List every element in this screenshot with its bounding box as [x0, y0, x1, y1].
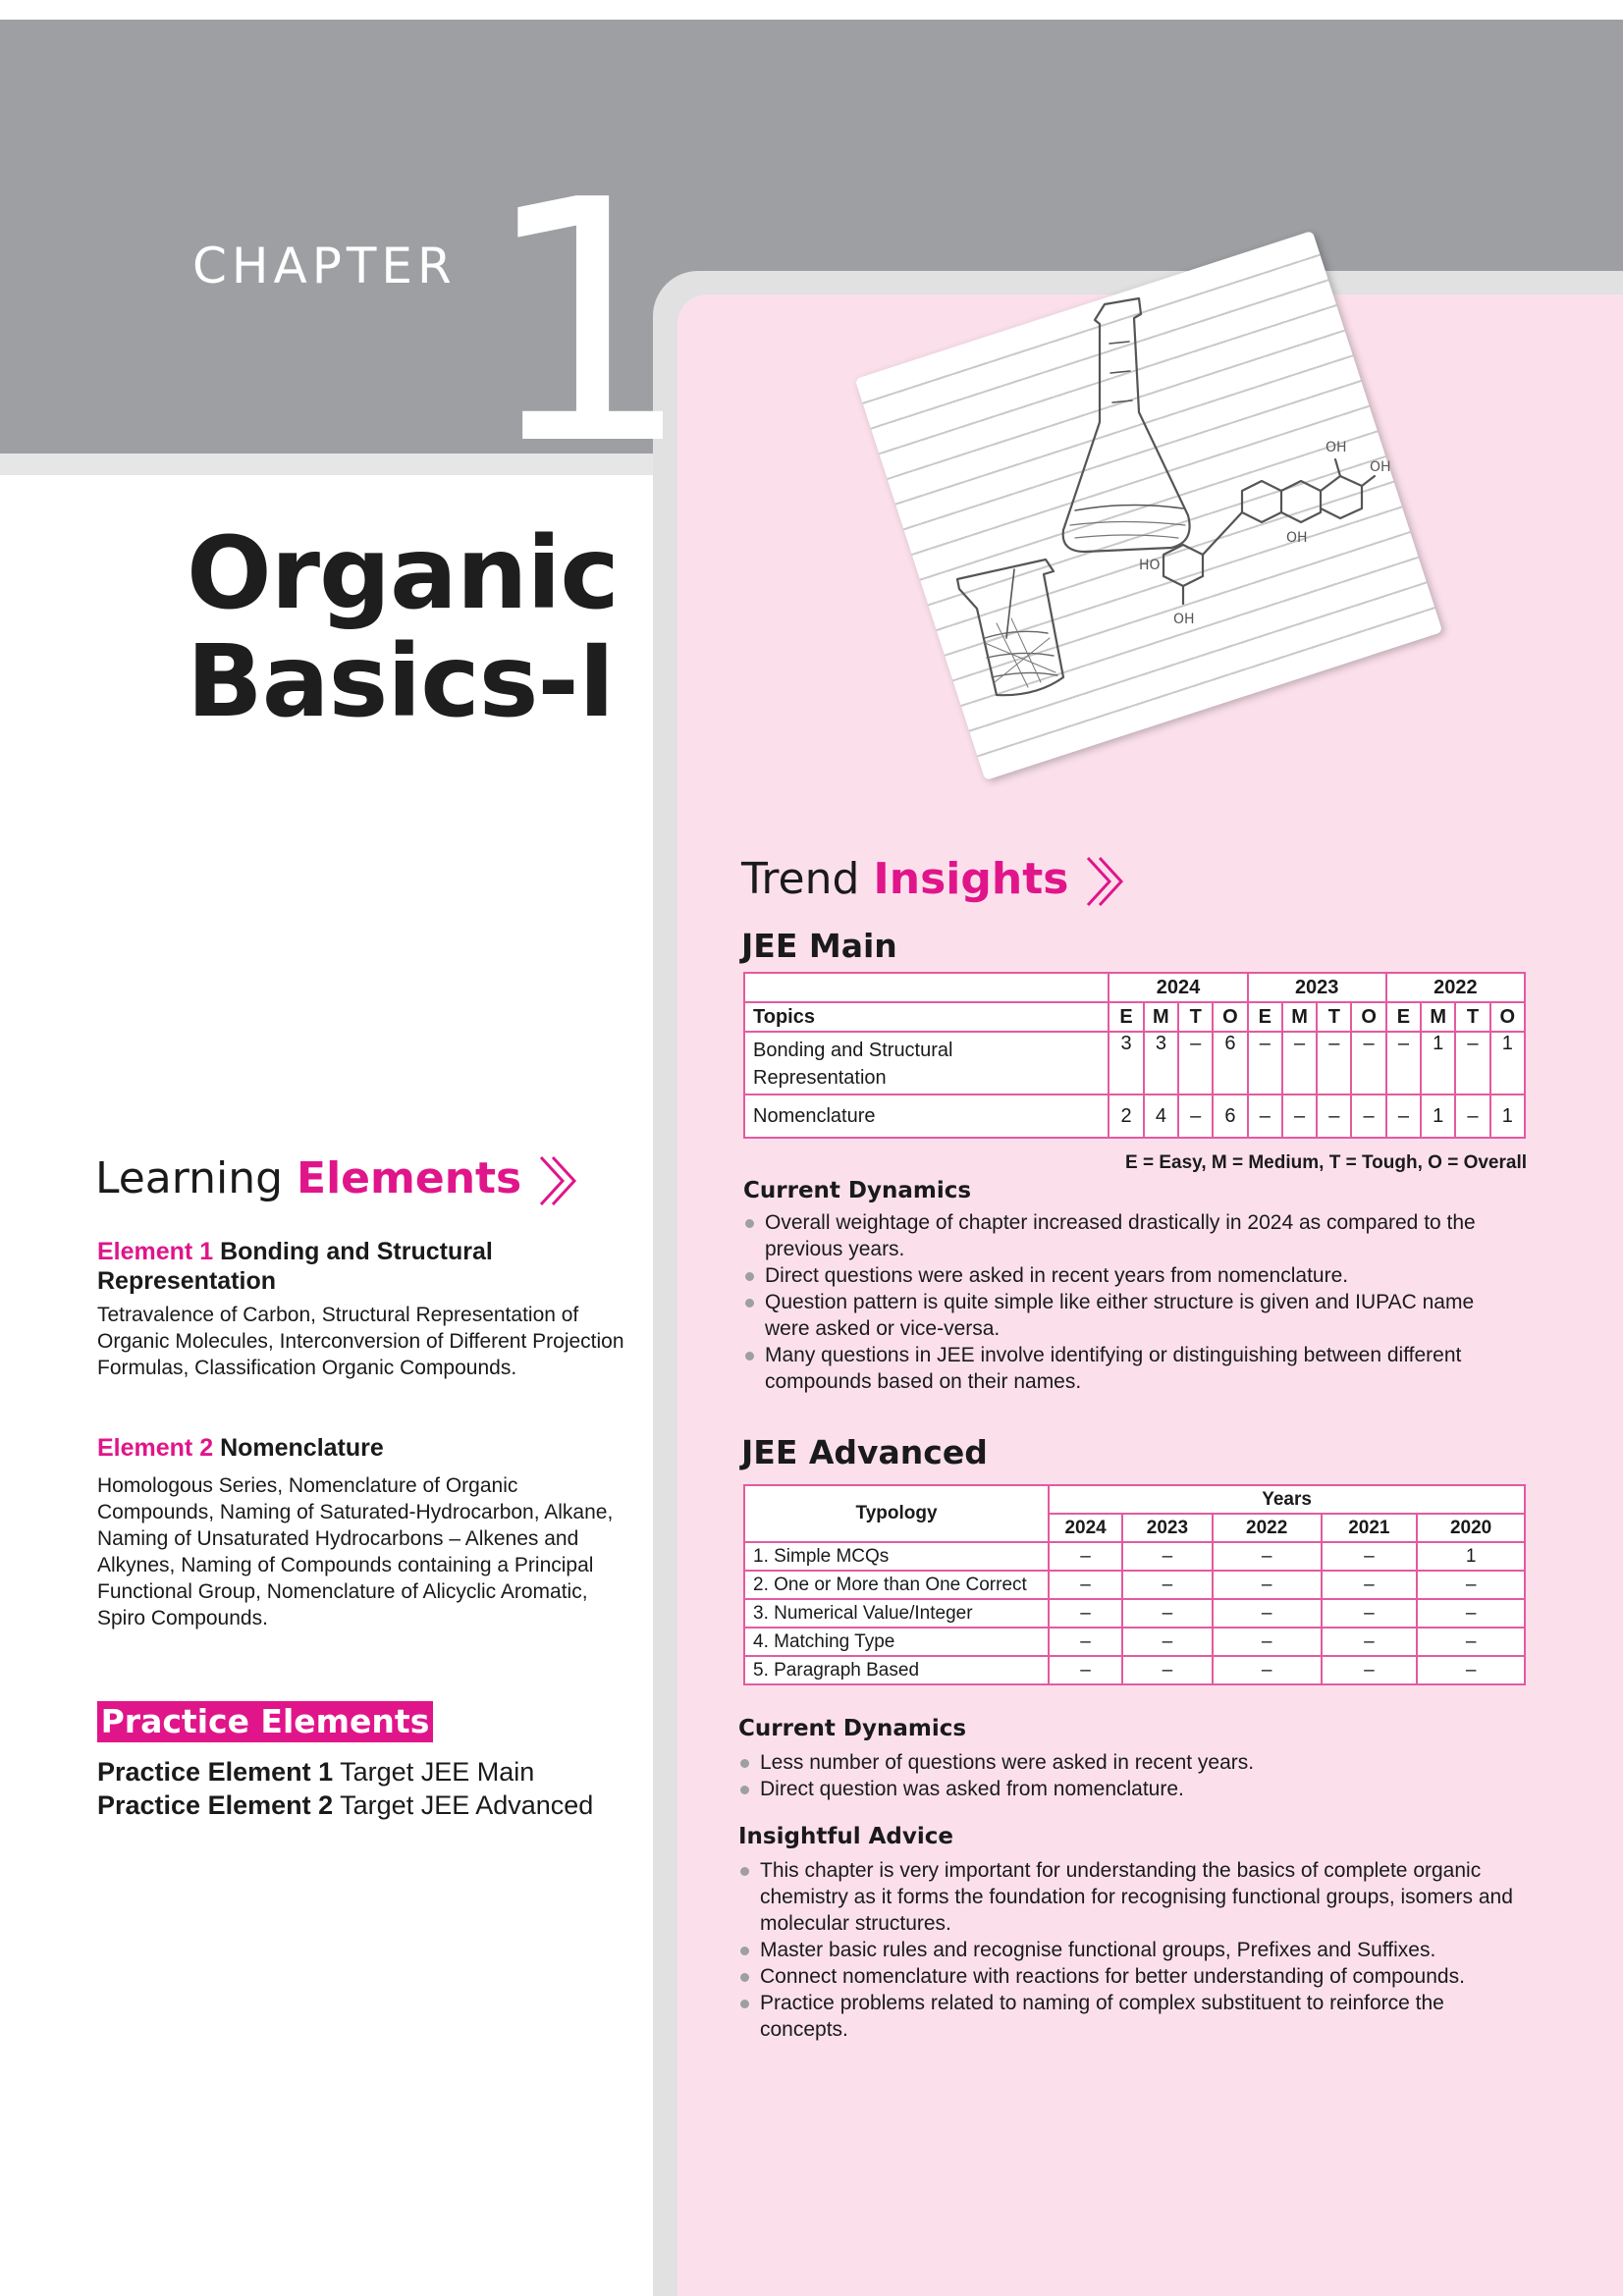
difficulty-header: T: [1178, 1002, 1213, 1032]
value-cell: –: [1049, 1599, 1122, 1628]
practice-element-2: [97, 1789, 593, 1822]
value-cell: –: [1282, 1032, 1317, 1095]
list-item: Question pattern is quite simple like either structure is given and IUPAC name were asked or vice-versa.: [743, 1289, 1519, 1342]
chapter-number: 1: [481, 130, 694, 518]
list-item: Connect nomenclature with reactions for better understanding of compounds.: [738, 1963, 1524, 1990]
list-item: Direct questions were asked in recent years from nomenclature.: [743, 1262, 1519, 1289]
learning-heading-highlight: Elements: [297, 1153, 522, 1203]
year-header: 2021: [1322, 1514, 1418, 1542]
value-cell: –: [1049, 1656, 1122, 1684]
value-cell: –: [1322, 1599, 1418, 1628]
table-row: [744, 1542, 1525, 1571]
topic-cell: Bonding and Structural Representation: [744, 1032, 1109, 1095]
typology-cell: 1. Simple MCQs: [744, 1542, 1049, 1571]
insightful-advice-heading: Insightful Advice: [738, 1824, 953, 1849]
insightful-advice-list: [738, 1857, 1524, 2043]
year-header: 2024: [1049, 1514, 1122, 1542]
year-header: 2023: [1122, 1514, 1213, 1542]
value-cell: 1: [1421, 1095, 1455, 1138]
adv-current-dynamics-heading: Current Dynamics: [738, 1716, 967, 1741]
learning-element-2: [97, 1433, 627, 1631]
table-row: [744, 1095, 1525, 1138]
element-tag: Element 1: [97, 1238, 214, 1265]
years-header: Years: [1049, 1485, 1525, 1514]
list-item: Less number of questions were asked in recent years.: [738, 1749, 1524, 1776]
year-header: 2024: [1109, 973, 1247, 1002]
topic-cell: Nomenclature: [744, 1095, 1109, 1138]
chapter-title-line2: Basics-I: [187, 623, 615, 740]
difficulty-header: T: [1455, 1002, 1489, 1032]
table-row: [744, 1571, 1525, 1599]
element-body: Homologous Series, Nomenclature of Organic Compounds, Naming of Saturated-Hydrocarbon, Alkane, Naming of Unsaturated Hydrocarbons – Alkenes and Alkynes, Naming of Compounds containing a Principal Functional Group, Nomenclature of Alicyclic Aromatic, Spiro Compounds.: [97, 1474, 614, 1629]
topics-header: Topics: [744, 1002, 1109, 1032]
chevron-right-icon: [1082, 855, 1127, 908]
value-cell: –: [1282, 1095, 1317, 1138]
value-cell: –: [1417, 1571, 1525, 1599]
practice-tag: Practice Element 1: [97, 1757, 334, 1787]
table-row: [744, 1628, 1525, 1656]
value-cell: –: [1213, 1628, 1322, 1656]
value-cell: –: [1351, 1032, 1385, 1095]
value-cell: –: [1178, 1032, 1213, 1095]
year-header: 2022: [1213, 1514, 1322, 1542]
element-title: Nomenclature: [220, 1434, 384, 1462]
value-cell: 2: [1109, 1095, 1143, 1138]
molecule-label-ho: HO: [1139, 558, 1161, 573]
value-cell: 1: [1417, 1542, 1525, 1571]
trend-heading-plain: Trend: [741, 854, 860, 904]
value-cell: 1: [1421, 1032, 1455, 1095]
value-cell: –: [1122, 1542, 1213, 1571]
learning-heading-plain: Learning: [95, 1153, 284, 1203]
chapter-title-line1: Organic: [187, 515, 619, 632]
jee-main-heading: JEE Main: [741, 927, 897, 965]
value-cell: –: [1322, 1628, 1418, 1656]
learning-element-1: [97, 1237, 627, 1381]
value-cell: 6: [1213, 1032, 1247, 1095]
molecule-label-oh-3: OH: [1173, 612, 1195, 627]
table-row: [744, 1032, 1525, 1095]
table-row: [744, 1656, 1525, 1684]
value-cell: –: [1178, 1095, 1213, 1138]
value-cell: –: [1049, 1542, 1122, 1571]
jee-main-table: [743, 972, 1526, 1139]
value-cell: –: [1386, 1095, 1421, 1138]
value-cell: –: [1248, 1095, 1282, 1138]
element-tag: Element 2: [97, 1434, 214, 1462]
difficulty-header: O: [1213, 1002, 1247, 1032]
table-row: [744, 973, 1525, 1002]
value-cell: –: [1417, 1628, 1525, 1656]
value-cell: –: [1351, 1095, 1385, 1138]
value-cell: –: [1455, 1095, 1489, 1138]
element-body: Tetravalence of Carbon, Structural Representation of Organic Molecules, Interconversion of Different Projection Formulas, Classification Organic Compounds.: [97, 1304, 624, 1379]
difficulty-header: O: [1490, 1002, 1525, 1032]
value-cell: –: [1322, 1542, 1418, 1571]
difficulty-header: O: [1351, 1002, 1385, 1032]
element-title: Bonding and Structural Representation: [97, 1238, 493, 1295]
difficulty-legend: E = Easy, M = Medium, T = Tough, O = Overall: [1125, 1152, 1527, 1173]
molecule-label-oh-2: OH: [1370, 459, 1391, 475]
practice-element-1: [97, 1755, 534, 1789]
molecule-label-oh-4: OH: [1286, 530, 1308, 546]
value-cell: –: [1213, 1599, 1322, 1628]
typology-header: Typology: [744, 1485, 1049, 1542]
value-cell: 3: [1109, 1032, 1143, 1095]
value-cell: –: [1317, 1095, 1351, 1138]
difficulty-header: T: [1317, 1002, 1351, 1032]
value-cell: –: [1417, 1599, 1525, 1628]
value-cell: –: [1122, 1656, 1213, 1684]
value-cell: –: [1417, 1656, 1525, 1684]
value-cell: –: [1322, 1571, 1418, 1599]
difficulty-header: M: [1421, 1002, 1455, 1032]
practice-title: Target JEE Main: [340, 1757, 535, 1787]
list-item: Overall weightage of chapter increased drastically in 2024 as compared to the previous years.: [743, 1209, 1519, 1262]
list-item: Practice problems related to naming of complex substituent to reinforce the concepts.: [738, 1990, 1524, 2043]
practice-title: Target JEE Advanced: [340, 1790, 594, 1820]
year-header: 2022: [1386, 973, 1525, 1002]
typology-cell: 4. Matching Type: [744, 1628, 1049, 1656]
learning-elements-heading: [95, 1153, 580, 1207]
chevron-right-icon: [535, 1154, 580, 1207]
practice-elements-badge: Practice Elements: [97, 1701, 433, 1742]
difficulty-header: M: [1144, 1002, 1178, 1032]
jee-advanced-dynamics-list: [738, 1749, 1524, 1802]
value-cell: –: [1248, 1032, 1282, 1095]
list-item: Direct question was asked from nomenclature.: [738, 1776, 1524, 1802]
table-row: [744, 1599, 1525, 1628]
year-header: 2023: [1248, 973, 1386, 1002]
molecule-label-oh-1: OH: [1325, 440, 1347, 455]
value-cell: 1: [1490, 1032, 1525, 1095]
value-cell: –: [1049, 1571, 1122, 1599]
typology-cell: 3. Numerical Value/Integer: [744, 1599, 1049, 1628]
value-cell: 4: [1144, 1095, 1178, 1138]
value-cell: –: [1122, 1571, 1213, 1599]
typology-cell: 5. Paragraph Based: [744, 1656, 1049, 1684]
value-cell: –: [1213, 1571, 1322, 1599]
practice-tag: Practice Element 2: [97, 1790, 334, 1820]
jee-main-dynamics-list: [743, 1209, 1519, 1395]
value-cell: –: [1122, 1599, 1213, 1628]
value-cell: –: [1213, 1542, 1322, 1571]
current-dynamics-heading: Current Dynamics: [743, 1178, 972, 1203]
value-cell: –: [1213, 1656, 1322, 1684]
trend-heading-highlight: Insights: [873, 854, 1069, 904]
list-item: This chapter is very important for understanding the basics of complete organic chemistry as it forms the foundation for recognising functional groups, isomers and molecular structures.: [738, 1857, 1524, 1937]
value-cell: 6: [1213, 1095, 1247, 1138]
value-cell: –: [1455, 1032, 1489, 1095]
jee-advanced-heading: JEE Advanced: [741, 1433, 988, 1471]
value-cell: –: [1386, 1032, 1421, 1095]
flask-sketch-illustration: [938, 285, 1409, 717]
table-row: [744, 1485, 1525, 1514]
value-cell: –: [1049, 1628, 1122, 1656]
difficulty-header: M: [1282, 1002, 1317, 1032]
list-item: Master basic rules and recognise functional groups, Prefixes and Suffixes.: [738, 1937, 1524, 1963]
value-cell: –: [1322, 1656, 1418, 1684]
jee-advanced-table: [743, 1484, 1526, 1685]
value-cell: –: [1317, 1032, 1351, 1095]
typology-cell: 2. One or More than One Correct: [744, 1571, 1049, 1599]
table-row: [744, 1002, 1525, 1032]
difficulty-header: E: [1386, 1002, 1421, 1032]
value-cell: 1: [1490, 1095, 1525, 1138]
trend-insights-heading: [741, 854, 1127, 908]
value-cell: 3: [1144, 1032, 1178, 1095]
year-header: 2020: [1417, 1514, 1525, 1542]
value-cell: –: [1122, 1628, 1213, 1656]
chapter-label: CHAPTER: [192, 238, 457, 294]
difficulty-header: E: [1248, 1002, 1282, 1032]
list-item: Many questions in JEE involve identifying or distinguishing between different compounds based on their names.: [743, 1342, 1519, 1395]
difficulty-header: E: [1109, 1002, 1143, 1032]
